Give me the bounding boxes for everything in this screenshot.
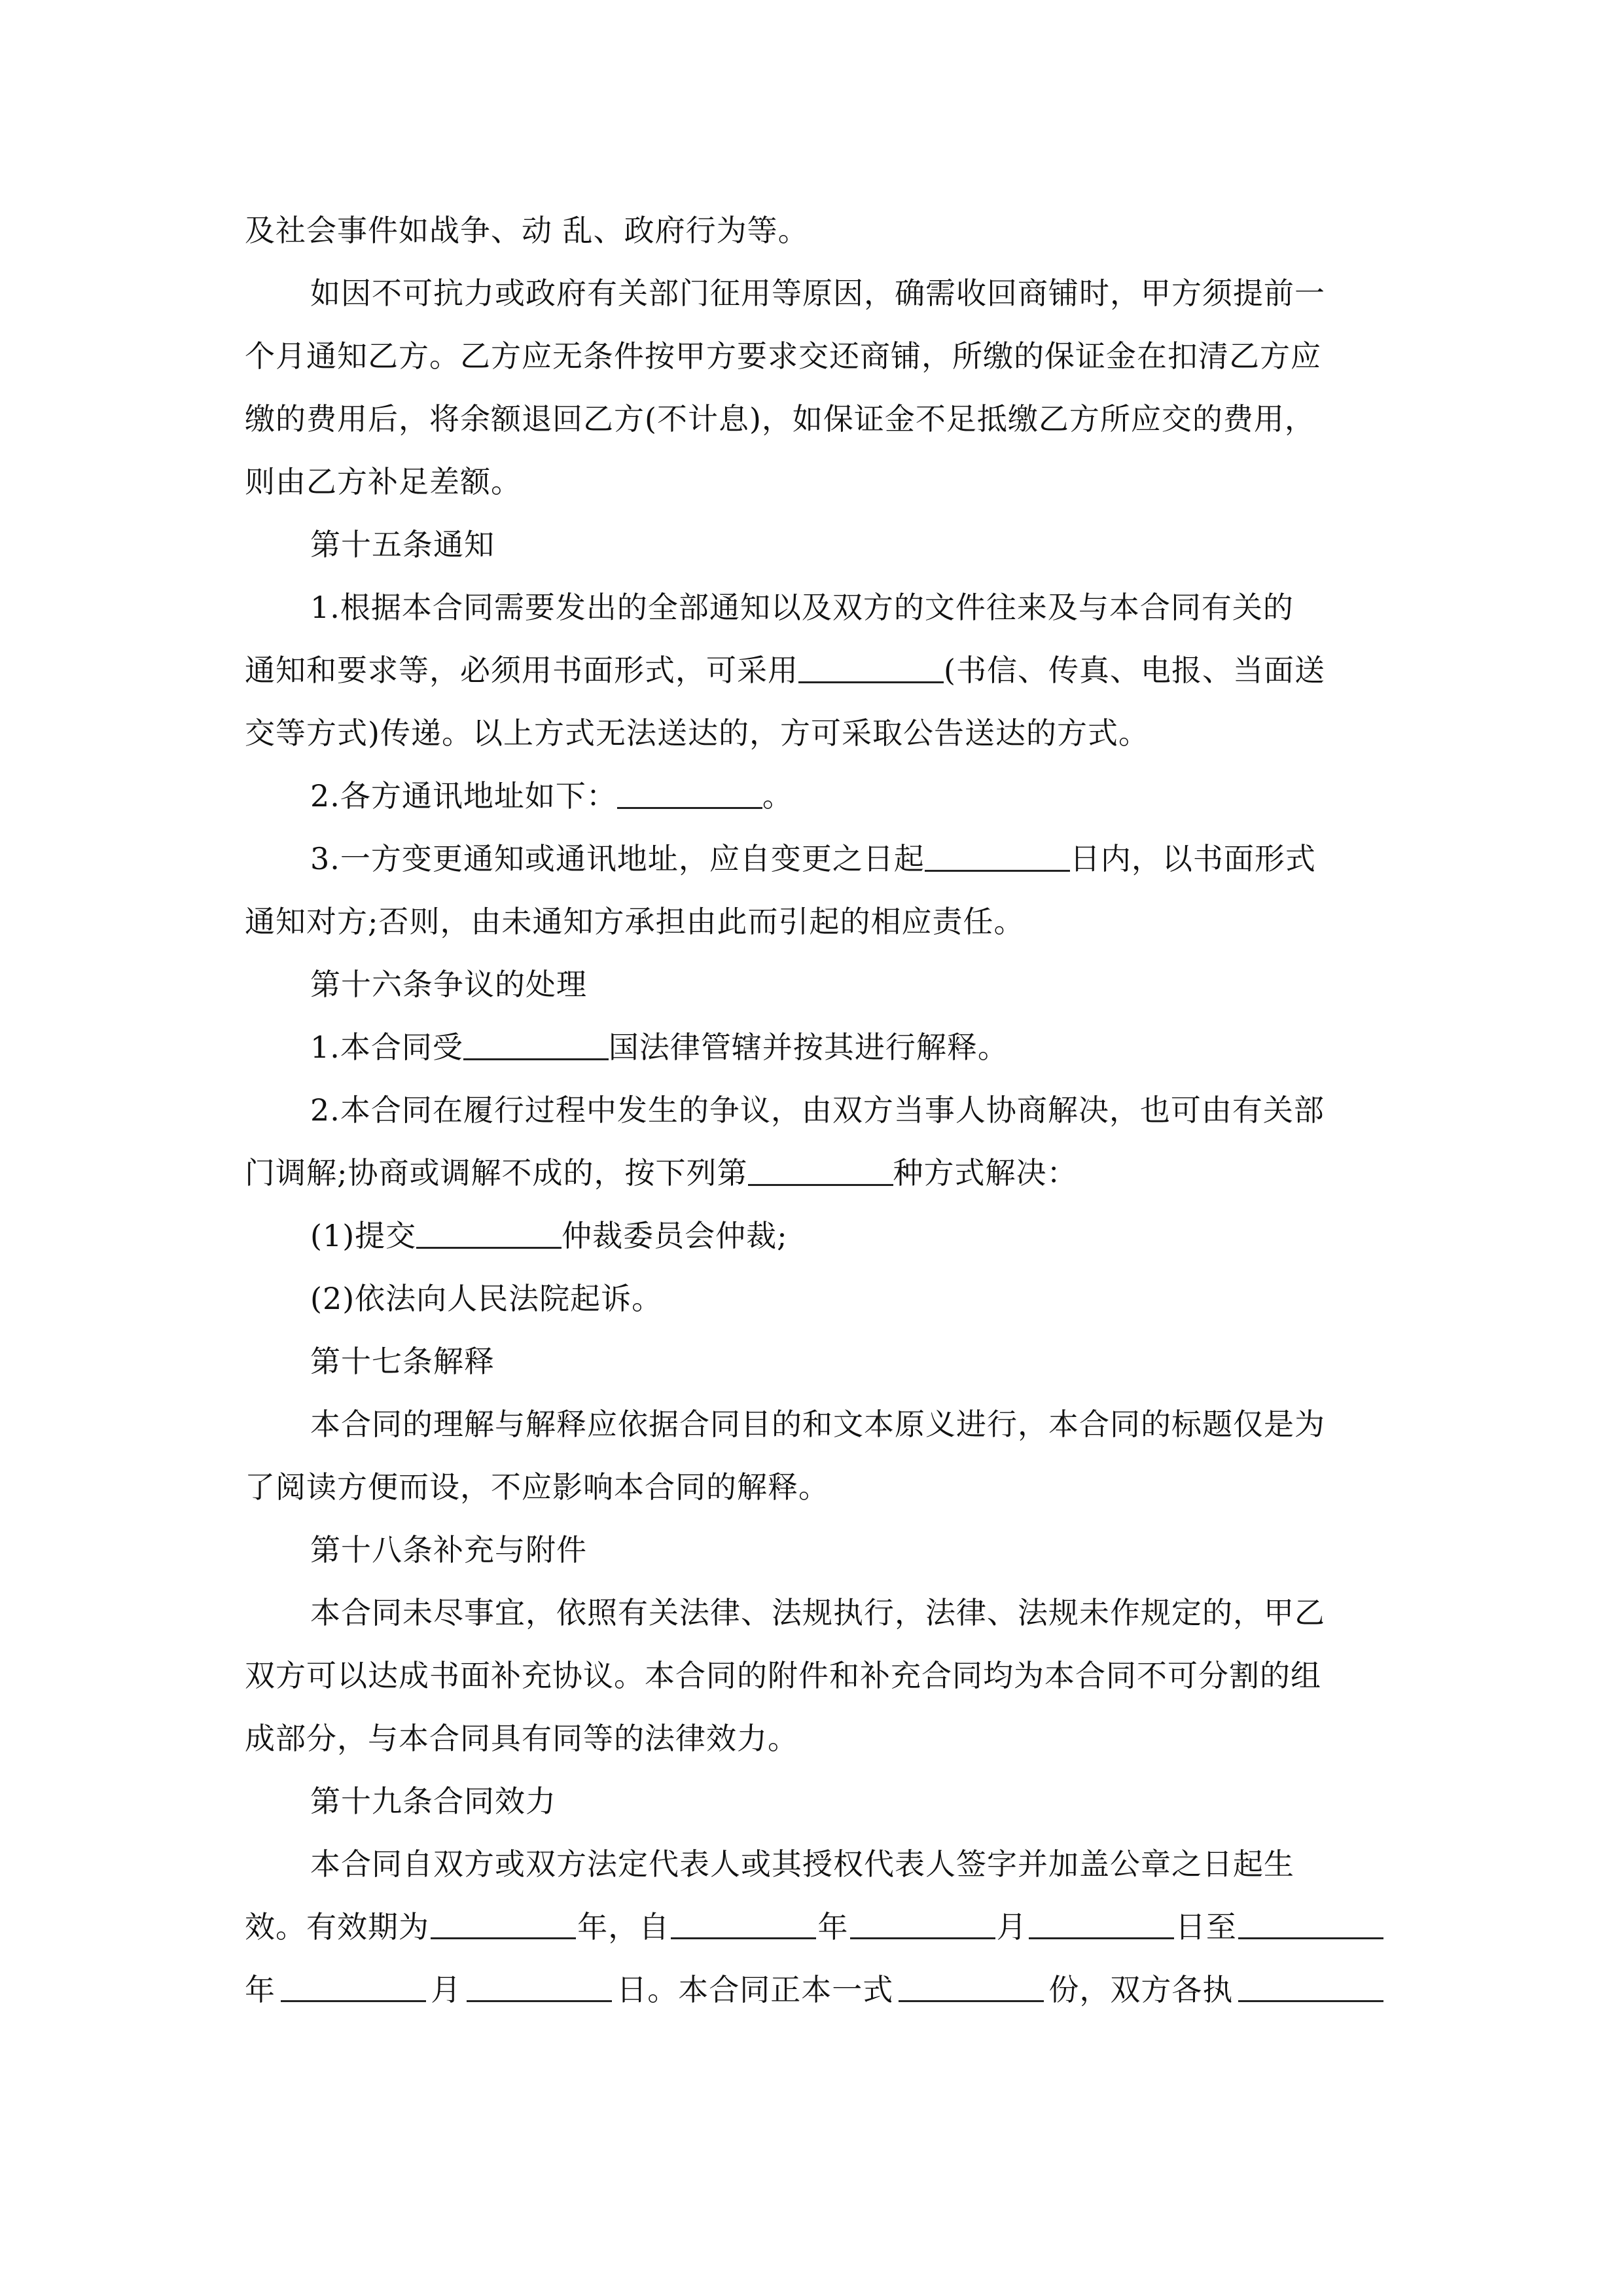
text-line: 2.各方通讯地址如下： 。 <box>310 778 793 814</box>
fill-blank <box>798 651 944 683</box>
fill-blank <box>1238 1970 1383 2002</box>
text-line: 2.本合同在履行过程中发生的争议，由双方当事人协商解决，也可由有关部 <box>310 1092 1325 1128</box>
article-15-heading: 第十五条通知 <box>310 527 495 562</box>
fill-blank <box>463 1028 609 1060</box>
text-line: 1.本合同受 国法律管辖并按其进行解释。 <box>310 1030 1008 1065</box>
text-line: 则由乙方补足差额。 <box>245 464 522 499</box>
text-line: (1)提交 仲裁委员会仲裁; <box>310 1218 788 1253</box>
text-line: 缴的费用后，将余额退回乙方(不计息)，如保证金不足抵缴乙方所应交的费用， <box>245 401 1315 437</box>
text-line: 个月通知乙方。乙方应无条件按甲方要求交还商铺，所缴的保证金在扣清乙方应 <box>245 338 1321 374</box>
text-line: 本合同未尽事宜，依照有关法律、法规执行，法律、法规未作规定的，甲乙 <box>310 1595 1325 1630</box>
text-line: 门调解;协商或调解不成的，按下列第 种方式解决： <box>245 1155 1078 1191</box>
text-line: (2)依法向人民法院起诉。 <box>310 1281 663 1316</box>
fill-blank <box>925 840 1070 872</box>
text-line: 本合同自双方或双方法定代表人或其授权代表人签字并加盖公章之日起生 <box>310 1846 1294 1882</box>
fill-blank <box>281 1970 426 2002</box>
fill-blank <box>899 1970 1044 2002</box>
text-line: 本合同的理解与解释应依据合同目的和文本原义进行，本合同的标题仅是为 <box>310 1407 1325 1442</box>
fill-blank <box>467 1970 612 2002</box>
text-line: 及社会事件如战争、动 乱、政府行为等。 <box>245 213 809 248</box>
fill-blank <box>431 1907 576 1939</box>
fill-blank <box>850 1907 995 1939</box>
text-line: 效。有效期为 年，自 年 月 日至 <box>245 1907 1383 1946</box>
text-line: 年 月 日。本合同正本一式 份，双方各执 <box>245 1970 1383 2009</box>
text-line: 通知对方;否则，由未通知方承担由此而引起的相应责任。 <box>245 904 1025 939</box>
article-19-heading: 第十九条合同效力 <box>310 1784 556 1819</box>
text-line: 通知和要求等，必须用书面形式，可采用 (书信、传真、电报、当面送 <box>245 653 1325 688</box>
article-17-heading: 第十七条解释 <box>310 1344 495 1379</box>
fill-blank <box>1029 1907 1174 1939</box>
text-line: 1.根据本合同需要发出的全部通知以及双方的文件往来及与本合同有关的 <box>310 590 1294 625</box>
fill-blank <box>617 777 762 809</box>
text-line: 交等方式)传递。以上方式无法送达的，方可采取公告送达的方式。 <box>245 715 1149 751</box>
text-line: 3.一方变更通知或通讯地址，应自变更之日起 日内，以书面形式 <box>310 841 1316 876</box>
paragraph-force-majeure: 如因不可抗力或政府有关部门征用等原因，确需收回商铺时，甲方须提前一 <box>310 276 1325 311</box>
fill-blank <box>416 1217 562 1249</box>
fill-blank <box>1238 1907 1383 1939</box>
text-line: 了阅读方便而设，不应影响本合同的解释。 <box>245 1469 829 1505</box>
article-16-heading: 第十六条争议的处理 <box>310 967 587 1002</box>
fill-blank <box>748 1154 893 1186</box>
article-18-heading: 第十八条补充与附件 <box>310 1532 587 1568</box>
text-line: 双方可以达成书面补充协议。本合同的附件和补充合同均为本合同不可分割的组 <box>245 1658 1321 1693</box>
text-line: 成部分，与本合同具有同等的法律效力。 <box>245 1721 798 1756</box>
fill-blank <box>671 1907 816 1939</box>
